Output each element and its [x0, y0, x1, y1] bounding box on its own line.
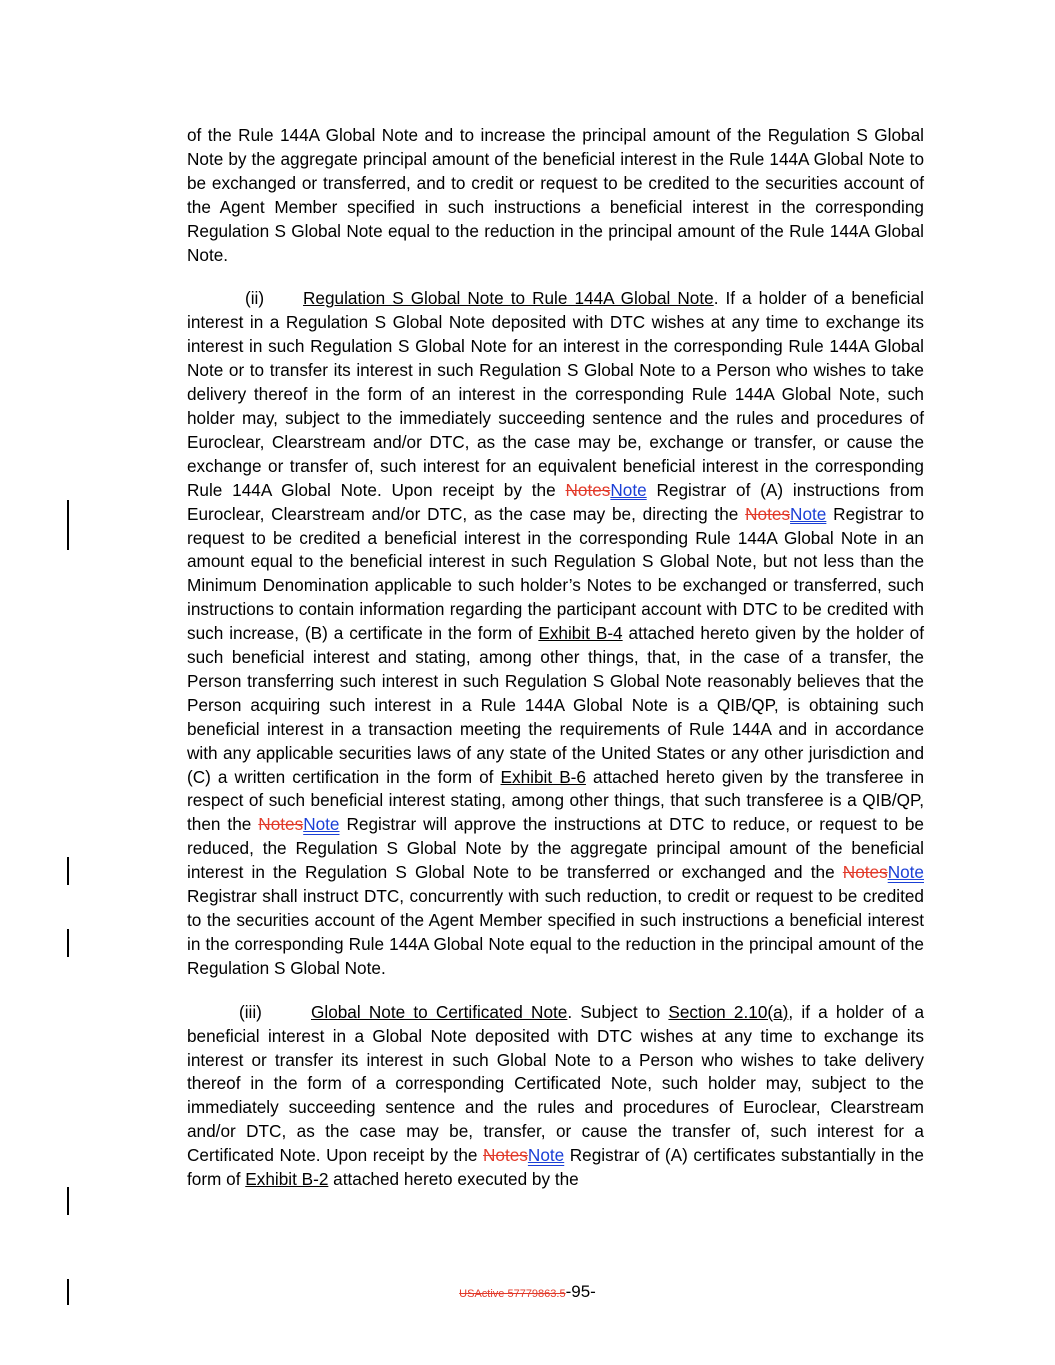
paragraph-text: Registrar shall instruct DTC, concurrently with such reduction, to credit or request to be credited to the securities account of the Agent Member specified in such instructions a beneficial interest in the corresponding Rule 144A Global Note equal to the reduction in the principal amount of the Regulation S Global Note. [187, 886, 924, 978]
paragraph-heading: Regulation S Global Note to Rule 144A Global Note [303, 288, 714, 309]
paragraph-heading: Global Note to Certificated Note [311, 1001, 568, 1022]
document-body [187, 124, 924, 1212]
paragraph-text: of the Rule 144A Global Note and to increase the principal amount of the Regulation S Global Note by the aggregate principal amount of the beneficial interest in the Rule 144A Global Note to be exchanged or transferred, and to credit or request to be credited to the securities account of the Agent Member specified in such instructions a beneficial interest in the corresponding Regulation S Global Note equal to the reduction in the principal amount of the Rule 144A Global Note. [187, 125, 924, 265]
paragraph-number: (ii) [245, 288, 265, 309]
paragraph-iii [187, 1001, 924, 1192]
paragraph-text: , if a holder of a beneficial interest in a Global Note deposited with DTC wishes at any time to exchange its interest or transfer its interest in such Global Note to a Person who wishes to take delivery thereof in the form of a corresponding Certificated Note, such holder may, subject to the immediately succeeding sentence and the rules and procedures of Euroclear, Clearstream and/or DTC, as the case may be, transfer, or cause the transfer of, such interest for a Certificated Note. Upon receipt by the [187, 1001, 925, 1166]
inserted-text: Note [527, 1145, 565, 1166]
paragraph-number: (iii) [239, 1001, 262, 1022]
change-bar [67, 929, 69, 957]
change-bar [67, 1187, 69, 1215]
inserted-text: Note [303, 814, 340, 835]
paragraph-text: attached hereto executed by the [328, 1169, 579, 1190]
page-footer [0, 1281, 1055, 1305]
paragraph-text: . Subject to [567, 1001, 669, 1022]
page-number: -95- [565, 1282, 596, 1301]
deleted-text: Notes [483, 1145, 528, 1166]
paragraph-text: Registrar of (A) certificates substantially in the form of [187, 1145, 924, 1190]
deleted-text: Notes [745, 503, 791, 524]
exhibit-reference: Exhibit B-4 [538, 623, 623, 644]
inserted-text: Note [887, 862, 924, 883]
inserted-text: Note [610, 479, 647, 500]
deleted-text: Notes [842, 862, 888, 883]
exhibit-reference: Exhibit B-2 [245, 1169, 329, 1190]
deleted-text: Notes [565, 479, 611, 500]
paragraph-text: Registrar will approve the instructions at DTC to reduce, or request to be reduced, the Regulation S Global Note by the aggregate principal amount of the beneficial interest in the Regulation S Global Note to be transferred or exchanged and the [187, 814, 924, 883]
paragraph-text: Registrar of (A) instructions from Euroclear, Clearstream and/or DTC, as the case may be, directing the [187, 479, 924, 524]
paragraph-text: attached hereto given by the holder of such beneficial interest and stating, among other things, that, in the case of a transfer, the Person transferring such interest in such Regulation S Global Note reasonably believes that the Person acquiring such interest in a Rule 144A Global Note is a QIB/QP, is obtaining such beneficial interest in a transaction meeting the requirements of Rule 144A and in accordance with any applicable securities laws of any state of the United States or any other jurisdiction and (C) a written certification in the form of [187, 623, 925, 787]
document-id: USActive 57779863.5 [459, 1288, 566, 1300]
change-bar [67, 500, 69, 550]
section-reference: Section 2.10(a) [668, 1001, 789, 1022]
paragraph-text: . If a holder of a beneficial interest in a Regulation S Global Note deposited with DTC wishes at any time to exchange its interest in such Regulation S Global Note for an interest in the corresponding Rule 144A Global Note or to transfer its interest in such Regulation S Global Note to a Person who wishes to take delivery thereof in the form of an interest in the corresponding Rule 144A Global Note, such holder may, subject to the immediately succeeding sentence and the rules and procedures of Euroclear, Clearstream and/or DTC, as the case may be, exchange or transfer, or cause the exchange or transfer of, such interest for an equivalent beneficial interest in the corresponding Rule 144A Global Note. Upon receipt by the [187, 288, 924, 500]
paragraph-text: Registrar to request to be credited a beneficial interest in the corresponding Rule 144A Global Note in an amount equal to the beneficial interest in such Regulation S Global Note, but not less than the Minimum Denomination applicable to such holder’s Notes to be exchanged or transferred, such instructions to contain information regarding the participant account with DTC to be credited with such increase, (B) a certificate in the form of [187, 503, 925, 644]
deleted-text: Notes [258, 814, 304, 835]
change-bar [67, 857, 69, 885]
paragraph-continuation [187, 124, 924, 267]
exhibit-reference: Exhibit B-6 [500, 766, 586, 787]
paragraph-ii [187, 287, 924, 980]
paragraph-text: attached hereto given by the transferee in respect of such beneficial interest stating, among other things, that such transferee is a QIB/QP, then the [187, 766, 925, 835]
inserted-text: Note [790, 503, 827, 524]
